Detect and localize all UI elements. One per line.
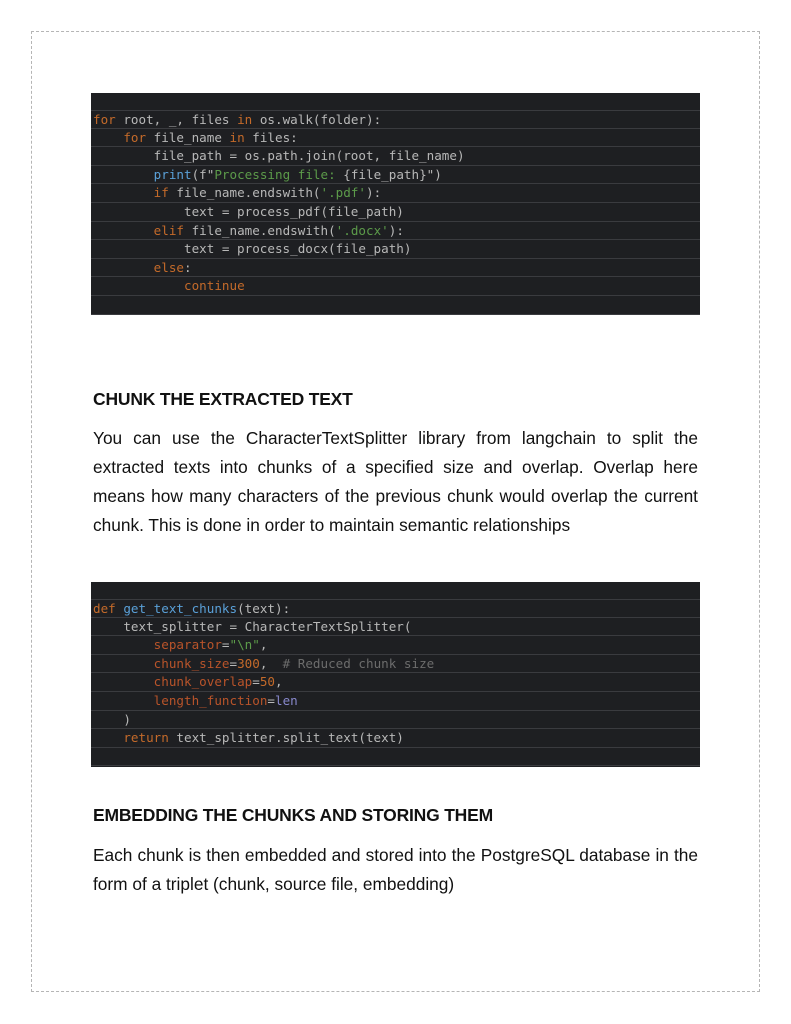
- code-token: len: [275, 692, 298, 708]
- code-line: [91, 147, 700, 166]
- code-token: ):: [366, 185, 382, 201]
- code-token: :: [184, 259, 192, 275]
- code-token: os.walk(folder):: [252, 112, 382, 127]
- code-block-get-text-chunks: [91, 582, 700, 767]
- code-line: [91, 711, 700, 730]
- paragraph-embedding-description: Each chunk is then embedded and stored into the PostgreSQL database in the form of a triplet (chunk, source file, embedding): [93, 845, 698, 894]
- code-token: 300: [237, 655, 260, 671]
- code-token: [93, 656, 154, 671]
- code-token: [93, 278, 184, 293]
- code-token: =: [229, 655, 238, 671]
- code-line: [91, 110, 700, 129]
- code-token: [93, 637, 154, 652]
- code-token: separator: [153, 637, 222, 653]
- code-token: chunk_overlap: [153, 674, 253, 690]
- code-line: [91, 748, 700, 767]
- code-token: =: [252, 674, 260, 690]
- code-token: text = process_docx(file_path): [93, 241, 412, 257]
- code-line: [91, 277, 700, 296]
- code-line: [91, 222, 700, 241]
- code-line: [91, 259, 700, 278]
- code-token: file_name: [146, 129, 230, 145]
- code-token: {file_path}: [343, 166, 427, 182]
- code-token: def: [93, 601, 116, 616]
- code-token: "\n": [229, 637, 260, 653]
- code-token: chunk_size: [153, 655, 230, 671]
- code-line: [91, 129, 700, 148]
- code-token: if: [153, 185, 169, 201]
- code-token: print: [153, 166, 192, 182]
- code-token: =: [267, 692, 275, 708]
- code-token: [93, 223, 154, 238]
- code-token: 50: [259, 674, 276, 690]
- code-token: for: [93, 112, 116, 127]
- code-token: files:: [244, 129, 298, 145]
- code-line: [91, 636, 700, 655]
- code-token: [93, 185, 154, 200]
- code-token: '.pdf': [320, 185, 366, 201]
- code-token: text = process_pdf(file_path): [93, 203, 404, 219]
- heading-chunk-extracted-text: CHUNK THE EXTRACTED TEXT: [93, 389, 353, 409]
- code-line: [91, 203, 700, 222]
- code-token: "): [426, 166, 442, 182]
- code-line: [91, 296, 700, 315]
- code-line: [91, 673, 700, 692]
- code-token: file_name.endswith(: [184, 222, 336, 238]
- code-token: [93, 730, 123, 745]
- code-token: length_function: [153, 692, 268, 708]
- code-line: [91, 655, 700, 674]
- code-line: [91, 599, 700, 618]
- code-token: [93, 693, 154, 708]
- code-token: text_splitter = CharacterTextSplitter(: [93, 618, 412, 634]
- code-token: file_path = os.path.join(root, file_name): [93, 148, 465, 164]
- code-token: '.docx': [335, 222, 389, 238]
- code-line: [91, 166, 700, 185]
- code-token: ):: [388, 222, 404, 238]
- code-line: [91, 240, 700, 259]
- code-token: continue: [184, 278, 245, 294]
- code-block-os-walk: [91, 93, 700, 315]
- code-token: get_text_chunks: [123, 601, 238, 616]
- code-token: root, _, files: [115, 112, 238, 127]
- code-token: ,: [275, 674, 283, 690]
- code-token: (f": [191, 166, 215, 182]
- code-line: [91, 618, 700, 637]
- code-token: elif: [153, 222, 185, 238]
- paragraph-chunk-description: You can use the CharacterTextSplitter library from langchain to split the extracted texts into chunks of a specified size and overlap. Overlap here means how many characters of the previous chunk would overlap the current chunk. This is done in order to maintain semantic relationships: [93, 428, 698, 535]
- code-token: file_name.endswith(: [168, 185, 321, 201]
- code-token: # Reduced chunk size: [282, 655, 435, 671]
- code-token: =: [221, 637, 230, 653]
- code-token: in: [237, 112, 253, 127]
- code-line: [91, 184, 700, 203]
- code-token: in: [229, 129, 245, 145]
- code-token: Processing file:: [214, 166, 344, 182]
- code-token: for: [123, 129, 147, 145]
- code-token: ,: [259, 655, 283, 671]
- code-token: return: [123, 730, 169, 746]
- code-token: else: [153, 259, 185, 275]
- code-line: [91, 729, 700, 748]
- heading-embedding-chunks: EMBEDDING THE CHUNKS AND STORING THEM: [93, 805, 493, 825]
- code-token: (text):: [237, 601, 291, 616]
- code-token: text_splitter.split_text(text): [168, 730, 404, 746]
- code-token: ): [93, 711, 131, 727]
- code-token: [93, 260, 154, 275]
- code-token: [93, 167, 154, 182]
- code-token: [93, 130, 123, 145]
- code-token: [93, 674, 154, 689]
- code-token: ,: [259, 637, 268, 653]
- code-line: [91, 692, 700, 711]
